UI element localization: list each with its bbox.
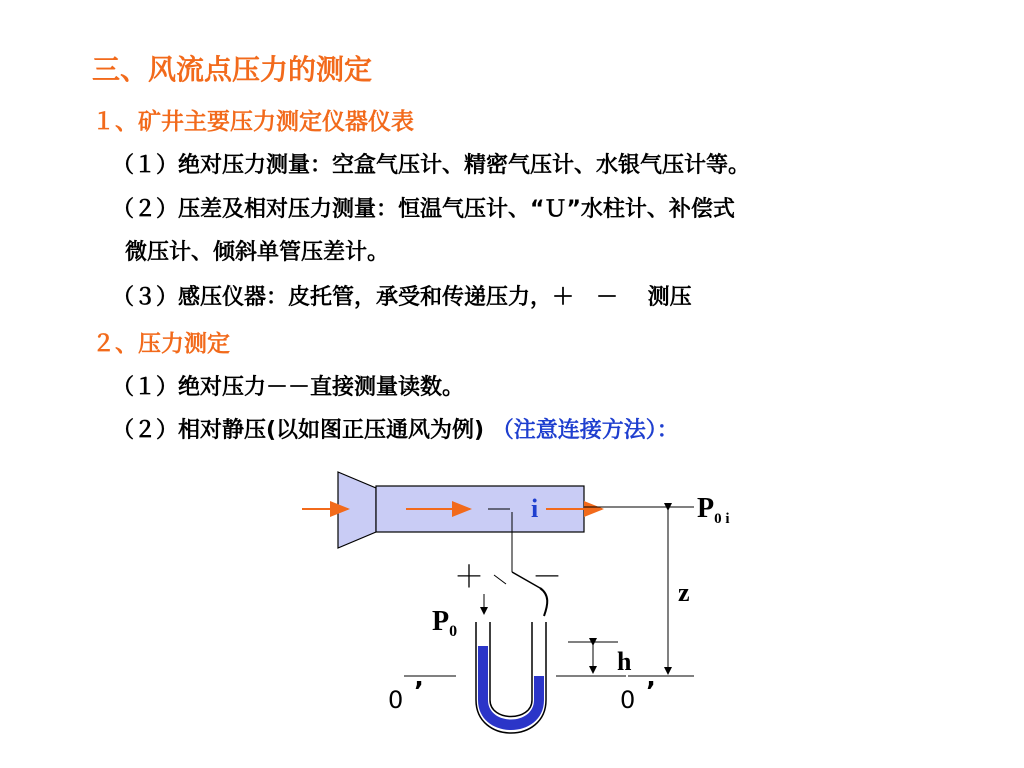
minus-sign: － [532,560,562,595]
p0i-label-main: P [697,493,715,524]
zero-prime-left: ’ [414,677,424,707]
section2-title: ２、压力测定 [92,331,230,357]
p0i-label-sub: 0 i [714,511,730,527]
section2-item2-note: （注意连接方法）： [491,418,679,443]
section1-item1: （１）绝对压力测量：空盒气压计、精密气压计、水银气压计等。 [112,153,751,178]
section1-item2-line2: 微压计、倾斜单管压差计。 [125,240,390,265]
zero-label-left: 0 [388,686,404,714]
p0-label [432,606,457,640]
section1-title: １、矿井主要压力测定仪器仪表 [92,109,414,135]
zero-prime-right: ’ [646,677,656,707]
page-title: 三、风流点压力的测定 [92,53,373,86]
p0i-label [697,493,730,527]
tube-divider-left [494,575,506,584]
section2-item1: （１）绝对压力－－直接测量读数。 [112,375,465,400]
p0-label-sub: 0 [449,623,458,640]
zero-label-right: 0 [620,686,636,714]
section1-item2-line1: （２）压差及相对压力测量：恒温气压计、“Ｕ”水柱计、补偿式 [112,197,735,222]
u-tube-mercury [478,646,544,730]
plus-sign: ＋ [454,560,484,595]
section1-item3: （３）感压仪器：皮托管，承受和传递压力，＋ － 测压 [112,285,692,310]
z-label: z [678,578,690,607]
p0-label-main: P [432,606,450,637]
point-i-label: i [531,494,539,523]
section2-item2-text: （２）相对静压(以如图正压通风为例) [112,418,485,443]
h-label: h [617,647,632,676]
